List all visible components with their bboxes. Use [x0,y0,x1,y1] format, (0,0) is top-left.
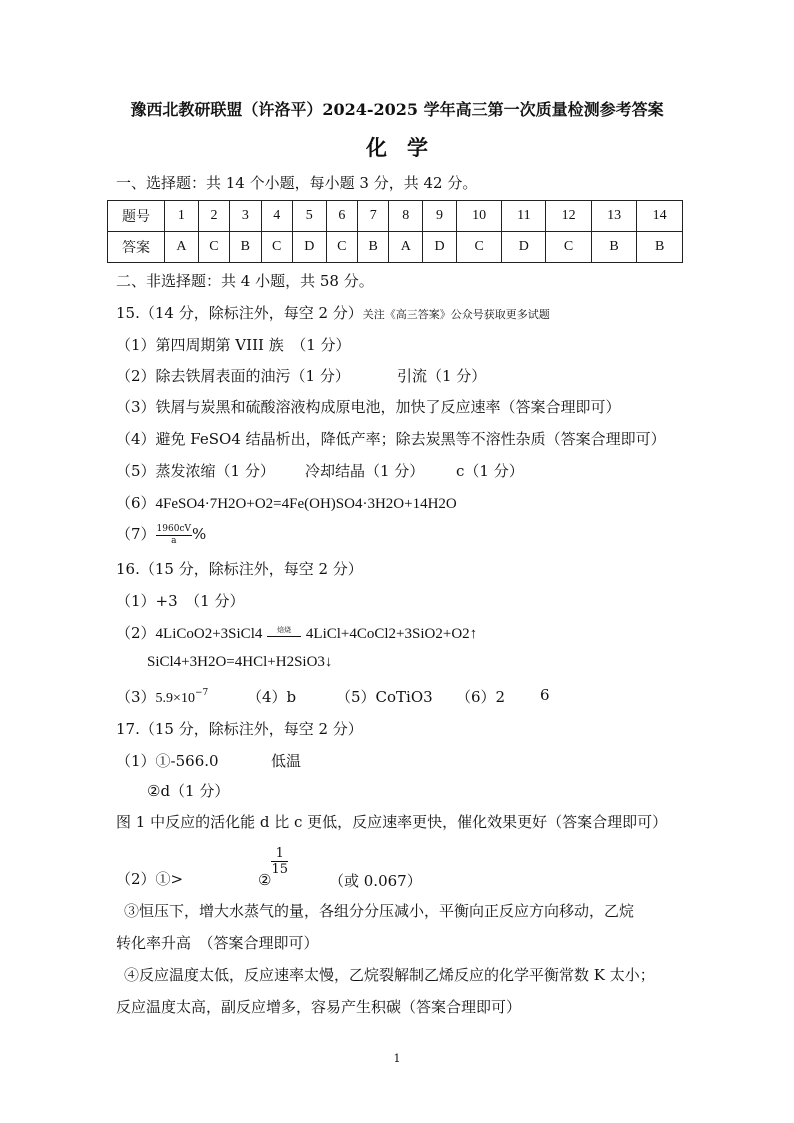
q15-answer-5b: 冷却结晶（1 分） [305,462,425,480]
q16-answer-2-label: （2） [116,624,156,642]
q15-answer-2a: （2）除去铁屑表面的油污（1 分） [116,367,350,385]
q16-answer-3-value: 5.9×10 [155,691,195,706]
q15-answer-6-equation: 4FeSO4·7H2O+O2=4Fe(OH)SO4·3H2O+14H2O [155,496,457,512]
table-cell: B [637,232,683,263]
q15-answer-7-label: （7） [116,525,156,543]
table-cell: D [502,232,546,263]
subject-title: 化学 [366,135,448,160]
q17-answer-1d: 图 1 中反应的活化能 d 比 c 更低，反应速率更快，催化效果更好（答案合理即可） [116,813,668,831]
fraction-denominator: 15 [271,862,288,877]
table-cell: A [165,232,199,263]
q15-answer-4: （4）避免 FeSO4 结晶析出，降低产率；除去炭黑等不溶性杂质（答案合理即可） [116,430,666,448]
q16-answer-3 [116,686,208,707]
table-row-numbers [108,201,683,232]
promo-note: 关注《高三答案》公众号获取更多试题 [362,308,550,321]
q16-answer-2 [116,622,477,643]
q17-answer-4-line-2: 反应温度太高，副反应增多，容易产生积碳（答案合理即可） [116,998,522,1016]
fraction-numerator: 1 [271,847,288,862]
q15-answer-5a: （5）蒸发浓缩（1 分） [116,462,275,480]
q17-answer-1b: 低温 [271,752,302,770]
q16-answer-2-equation-2: SiCl4+3H2O=4HCl+H2SiO3↓ [147,654,333,670]
q15-answer-6-label: （6） [116,494,156,512]
q16-answer-3-exponent: −7 [194,688,209,698]
table-cell: 9 [423,201,457,232]
table-cell: C [546,232,592,263]
table-cell: B [591,232,637,263]
fraction-denominator: a [171,535,177,546]
table-row-answers [108,232,683,263]
q16-answer-5: （5）CoTiO3 [336,688,433,706]
q15-answer-1: （1）第四周期第 VIII 族 （1 分） [116,336,351,354]
q16-answer-6: （6）2 [456,688,506,706]
fraction-numerator: 1960cV [156,523,191,534]
q15-answer-7 [116,523,206,546]
q15-answer-5c: c（1 分） [456,462,524,480]
fraction [156,525,192,546]
table-cell: 3 [230,201,261,232]
page-title: 豫西北教研联盟（许洛平）2024-2025 学年高三第一次质量检测参考答案 [130,100,664,119]
q17-answer-2a: （2）①> [116,870,184,888]
percent-sign: % [192,525,207,543]
q17-answer-2b [258,846,288,889]
table-cell: 10 [456,201,502,232]
table-header-answer: 答案 [108,232,165,263]
q17-answer-2b-label: ② [258,870,272,889]
q15-answer-6 [116,492,457,513]
table-cell: D [292,232,326,263]
table-cell: 13 [591,201,637,232]
q17-answer-3-line-1: ③恒压下，增大水蒸气的量，各组分分压减小，平衡向正反应方向移动，乙烷 [124,902,635,920]
table-cell: 14 [637,201,683,232]
table-cell: 5 [292,201,326,232]
table-cell: B [358,232,389,263]
q17-answer-1a: （1）①-566.0 [116,752,219,770]
section-2-heading: 二、非选择题：共 4 小题，共 58 分。 [116,272,374,290]
table-cell: D [423,232,457,263]
table-cell: 6 [326,201,357,232]
reaction-bar [267,636,301,637]
q17-answer-3-line-2: 转化率升高 （答案合理即可） [116,934,319,952]
reaction-condition-arrow [267,627,301,641]
table-cell: 8 [389,201,423,232]
q16-answer-3-label: （3） [116,688,156,706]
table-cell: C [456,232,502,263]
q17-answer-1c: ②d（1 分） [147,782,230,800]
q15-answer-2b: 引流（1 分） [397,367,487,385]
q16-answer-1: （1）+3 （1 分） [116,592,245,610]
section-1-heading: 一、选择题：共 14 个小题，每小题 3 分，共 42 分。 [116,174,478,192]
table-cell: 12 [546,201,592,232]
table-cell: C [261,232,292,263]
equation-right: 4LiCl+4CoCl2+3SiO2+O2↑ [305,626,478,642]
fraction [271,847,288,876]
q15-header-text: 15.（14 分，除标注外，每空 2 分） [116,304,363,322]
q16-header: 16.（15 分，除标注外，每空 2 分） [116,560,363,578]
reaction-condition: 焙烧 [277,626,292,634]
table-cell: A [389,232,423,263]
table-cell: 7 [358,201,389,232]
q16-answer-4: （4）b [247,688,297,706]
table-cell: 1 [165,201,199,232]
table-cell: 11 [502,201,546,232]
q17-header: 17.（15 分，除标注外，每空 2 分） [116,720,363,738]
q15-answer-3: （3）铁屑与炭黑和硫酸溶液构成原电池，加快了反应速率（答案合理即可） [116,398,621,416]
equation-left: 4LiCoO2+3SiCl4 [155,626,263,642]
page-number: 1 [393,1052,401,1065]
q15-header [116,302,550,323]
q17-answer-2b-alt: （或 0.067） [329,872,422,890]
table-cell: 4 [261,201,292,232]
q16-answer-6b: 6 [540,686,550,704]
table-cell: 2 [198,201,229,232]
table-cell: B [230,232,261,263]
answer-table [107,200,683,263]
table-cell: C [198,232,229,263]
table-cell: C [326,232,357,263]
q17-answer-4-line-1: ④反应温度太低，反应速率太慢，乙烷裂解制乙烯反应的化学平衡常数 K 太小； [124,966,655,984]
table-header-number: 题号 [108,201,165,232]
